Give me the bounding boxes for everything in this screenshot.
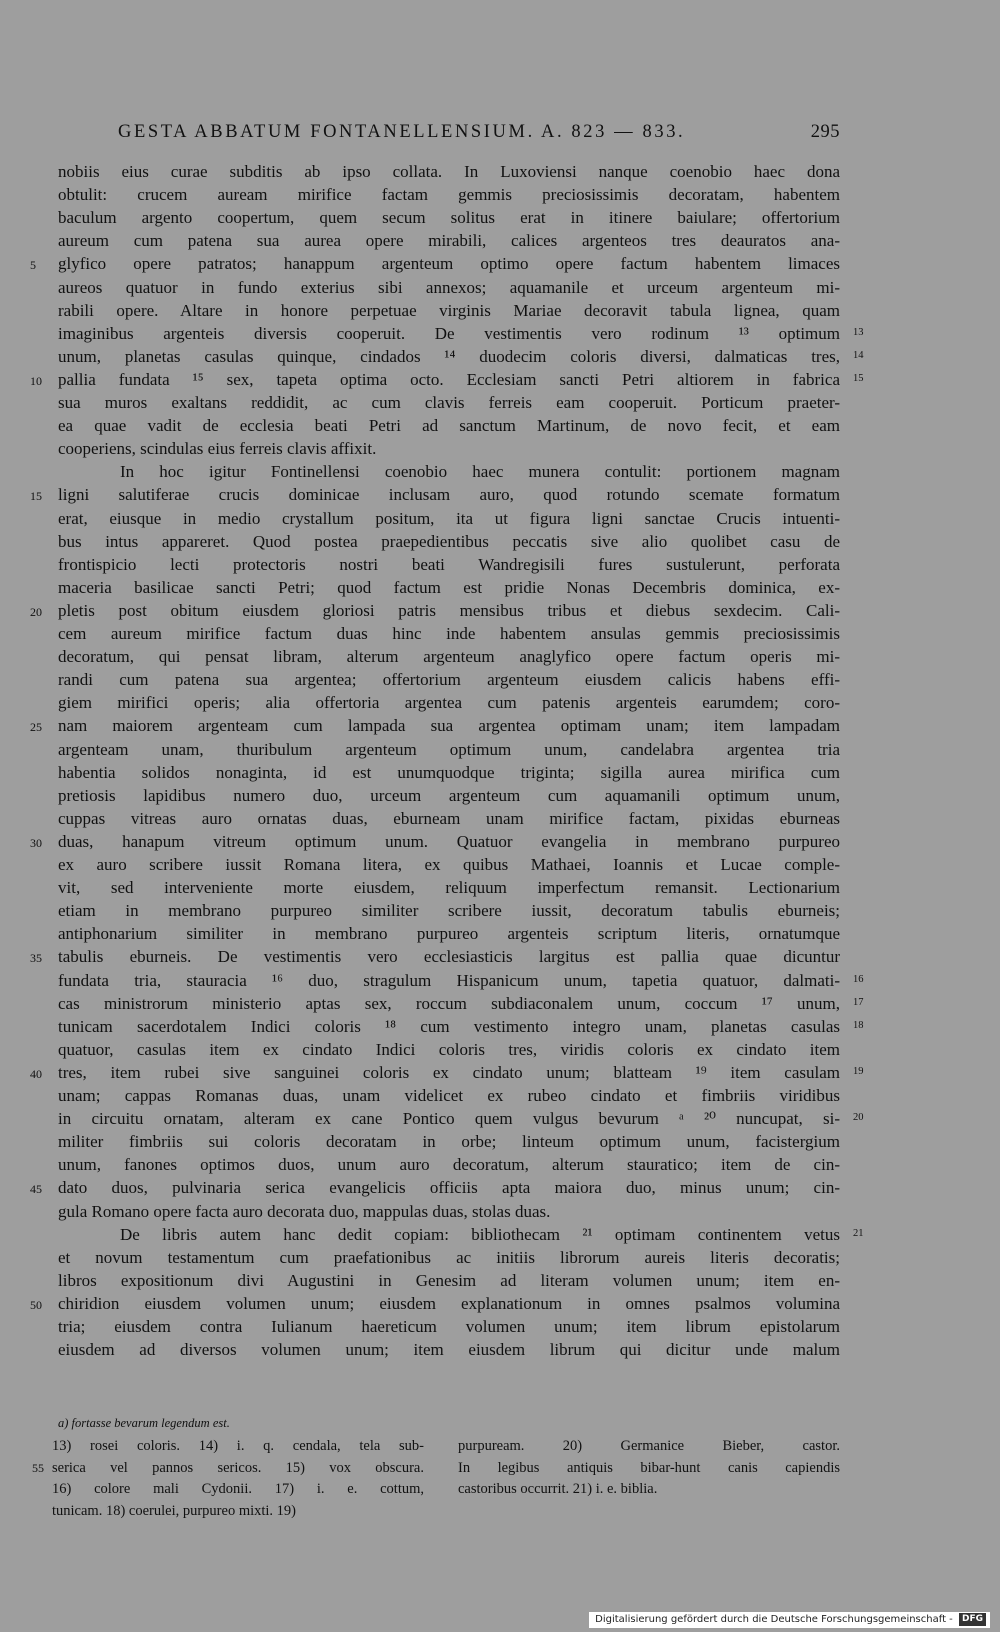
text-line: ligni salutiferae crucis dominicae inclusam auro, quod rotundo scemate formatum (58, 485, 840, 505)
text-line: pallia fundata ¹⁵ sex, tapeta optima octo. Ecclesiam sancti Petri altiorem in fabrica (58, 369, 840, 389)
footnote-line: In legibus antiquis bibar-hunt canis capiendis (458, 1459, 840, 1476)
text-line: obtulit: crucem auream mirifice factam gemmis preciosissimis decoratam, habentem (58, 185, 840, 205)
text-line: cas ministrorum ministerio aptas sex, roccum subdiaconalem unum, coccum ¹⁷ unum, (58, 993, 840, 1013)
footnote-line: 13) rosei coloris. 14) i. q. cendala, tela sub- (52, 1438, 424, 1454)
text-line: fundata tria, stauracia ¹⁶ duo, stragulum Hispanicum unum, tapetia quatuor, dalmati- (58, 970, 840, 990)
text-line: decoratum, qui pensat libram, alterum argenteum anaglyfico opere factum operis mi- (58, 647, 840, 667)
text-line: et novum testamentum cum praefationibus ac initiis librorum aureis literis decoratis; (58, 1247, 840, 1267)
footnote-line: serica vel pannos sericos. 15) vox obscura. (52, 1459, 424, 1476)
text-line: De libris autem hanc dedit copiam: bibliothecam ²¹ optimam continentem vetus (120, 1224, 840, 1244)
text-line: cuppas vitreas auro ornatas duas, eburneam unam mirifice factam, pixidas eburneas (58, 808, 840, 828)
text-line: ea quae vadit de ecclesia beati Petri ad sanctum Martinum, de novo fecit, et eam (58, 416, 840, 436)
credit-text: Digitalisierung gefördert durch die Deutsche Forschungsgemeinschaft - (595, 1614, 953, 1625)
text-line: gula Romano opere facta auro decorata duo, mappulas duas, stolas duas. (58, 1201, 551, 1221)
text-line: nam maiorem argenteam cum lampada sua argentea optimam unam; item lampadam (58, 716, 840, 736)
margin-note-number: 20 (853, 1112, 864, 1124)
text-line: tabulis eburneis. De vestimentis vero ecclesiasticis largitus est pallia quae dicuntur (58, 947, 840, 967)
text-line: nobiis eius curae subditis ab ipso collata. In Luxoviensi nanque coenobio haec dona (58, 162, 840, 181)
line-number: 30 (30, 835, 42, 850)
header-title: GESTA ABBATUM FONTANELLENSIUM. A. 823 — 833. (118, 122, 686, 142)
line-number: 5 (30, 258, 36, 273)
text-line: aureum cum patena sua aurea opere mirabili, calices argenteos tres deauratos ana- (58, 231, 840, 251)
text-line: frontispicio lecti protectoris nostri beati Wandregisili fures sustulerunt, perforata (58, 554, 840, 574)
text-line: cem aureum mirifice factum duas hinc inde habentem ansulas gemmis preciosissimis (58, 624, 840, 643)
line-number: 40 (30, 1066, 42, 1081)
text-line: maceria basilicae sancti Petri; quod factum est pridie Nonas Decembris dominica, ex- (58, 577, 840, 597)
margin-note-number: 15 (853, 372, 864, 384)
text-line: in circuitu ornatam, alteram ex cane Pontico quem vulgus bevurum ᵃ ²⁰ nuncupat, si- (58, 1109, 840, 1129)
footnote-line: 16) colore mali Cydonii. 17) i. e. cottum, (52, 1481, 424, 1497)
dfg-logo: DFG (959, 1613, 986, 1626)
text-line: argenteam unam, thuribulum argenteum optimum unum, candelabra argentea tria (58, 739, 840, 759)
text-line: unum, planetas casulas quinque, cindados ¹⁴ duodecim coloris diversi, dalmaticas tres, (58, 346, 840, 366)
text-line: tunicam sacerdotalem Indici coloris ¹⁸ cum vestimento integro unam, planetas casulas (58, 1016, 840, 1036)
text-line: eiusdem ad diversos volumen unum; item eiusdem librum qui dicitur unde malum (58, 1340, 840, 1360)
text-line: tres, item rubei sive sanguinei coloris ex cindato unum; blatteam ¹⁹ item casulam (58, 1062, 840, 1082)
line-number: 45 (30, 1182, 42, 1197)
text-line: pletis post obitum eiusdem gloriosi patris mensibus tribus et diebus sexdecim. Cali- (58, 600, 840, 620)
footnotes-left-column (52, 1436, 424, 1522)
text-line: antiphonarium similiter in membrano purpureo argenteis scriptum literis, ornatumque (58, 924, 840, 944)
text-line: erat, eiusque in medio crystallum positum, ita ut figura ligni sanctae Crucis intuenti- (58, 508, 840, 528)
text-line: duas, hanapum vitreum optimum unum. Quatuor evangelia in membrano purpureo (58, 831, 840, 851)
text-line: unum, fanones optimos duos, unum auro decoratum, alterum stauratico; item de cin- (58, 1155, 840, 1175)
text-line: In hoc igitur Fontinellensi coenobio haec munera contulit: portionem magnam (120, 462, 840, 482)
line-number: 15 (30, 489, 42, 504)
text-line: militer fimbriis sui coloris decoratam in orbe; linteum optimum unum, facistergium (58, 1132, 840, 1152)
footnotes-right-column (458, 1436, 840, 1501)
text-line: sua muros exaltans reddidit, ac cum clavis ferreis eam cooperuit. Porticum praeter- (58, 393, 840, 412)
margin-note-number: 18 (853, 1019, 864, 1031)
line-number: 10 (30, 373, 42, 388)
text-line: imaginibus argenteis diversis cooperuit. De vestimentis vero rodinum ¹³ optimum (58, 323, 840, 343)
text-line: rabili opere. Altare in honore perpetuae virginis Mariae decoravit tabula lignea, quam (58, 300, 840, 320)
text-line: unam; cappas Romanas duas, unam videlicet ex rubeo cindato et fimbriis viridibus (58, 1086, 840, 1105)
margin-note-number: 13 (853, 326, 864, 338)
text-line: pretiosis lapidibus numero duo, urceum argenteum cum aquamanili optimum unum, (58, 785, 840, 805)
digitization-credit (589, 1612, 990, 1628)
text-line: ex auro scribere iussit Romana litera, ex quibus Mathaei, Ioannis et Lucae comple- (58, 855, 840, 874)
line-number: 55 (32, 1461, 44, 1475)
text-line: cooperiens, scindulas eius ferreis clavis affixit. (58, 439, 377, 459)
text-line: quatuor, casulas item ex cindato Indici coloris tres, viridis coloris ex cindato item (58, 1039, 840, 1059)
margin-note-number: 14 (853, 349, 864, 361)
text-line: aureos quatuor in fundo exterius sibi annexos; aquamanile et urceum argenteum mi- (58, 277, 840, 297)
page-number: 295 (810, 122, 840, 142)
text-line: glyfico opere patratos; hanappum argenteum optimo opere factum habentem limaces (58, 254, 840, 274)
text-line: giem mirifici operis; alia offertoria argentea cum patenis argenteis earumdem; coro- (58, 693, 840, 713)
margin-note-number: 17 (853, 996, 864, 1008)
footnote-a: a) fortasse bevarum legendum est. (58, 1416, 230, 1430)
text-line: randi cum patena sua argentea; offertorium argenteum eiusdem calicis habens effi- (58, 670, 840, 690)
margin-note-number: 21 (853, 1227, 864, 1239)
text-line: habentia solidos nonaginta, id est unumquodque triginta; sigilla aurea mirifica cum (58, 762, 840, 782)
text-line: bus intus appareret. Quod postea praepedientibus peccatis sive alio quolibet casu de (58, 531, 840, 551)
text-line: baculum argento coopertum, quem secum solitus erat in itinere baiulare; offertorium (58, 208, 840, 228)
text-line: etiam in membrano purpureo similiter scribere iussit, decoratum tabulis eburneis; (58, 901, 840, 921)
running-header (118, 118, 840, 148)
footnote-line: tunicam. 18) coerulei, purpureo mixti. 19) (52, 1502, 297, 1519)
text-line: vit, sed interveniente morte eiusdem, reliquum imperfectum remansit. Lectionarium (58, 878, 840, 898)
footnote-line: purpuream. 20) Germanice Bieber, castor. (458, 1438, 840, 1454)
line-number: 35 (30, 951, 42, 966)
line-number: 25 (30, 720, 42, 735)
text-line: chiridion eiusdem volumen unum; eiusdem explanationum in omnes psalmos volumina (58, 1293, 840, 1313)
line-number: 50 (30, 1297, 42, 1312)
margin-note-number: 16 (853, 973, 864, 985)
text-line: tria; eiusdem contra Iulianum haereticum volumen unum; item librum epistolarum (58, 1317, 840, 1336)
margin-note-number: 19 (853, 1065, 864, 1077)
footnote-line: castoribus occurrit. 21) i. e. biblia. (458, 1481, 658, 1497)
text-line: dato duos, pulvinaria serica evangelicis officiis apta maiora duo, minus unum; cin- (58, 1178, 840, 1198)
text-line: libros expositionum divi Augustini in Genesim ad literam volumen unum; item en- (58, 1270, 840, 1290)
line-number: 20 (30, 604, 42, 619)
